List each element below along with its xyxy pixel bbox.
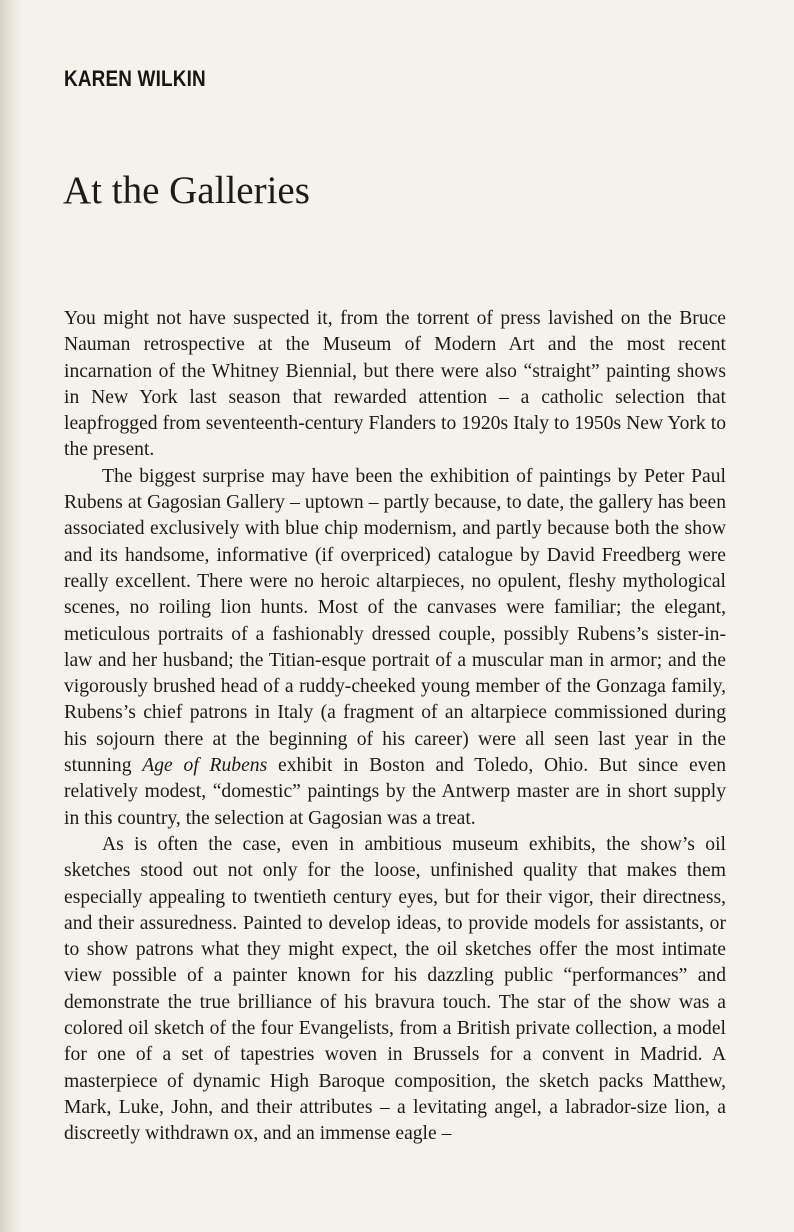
article-title: At the Galleries xyxy=(63,169,310,212)
article-body xyxy=(64,306,726,1148)
paragraph: As is often the case, even in ambitious museum exhibits, the show’s oil sketches stood out not only for the loose, unfinished quality that makes them especially appealing to twentieth century eyes, but for their vigor, their directness, and their assuredness. Painted to develop ideas, to provide models for assistants, or to show patrons what they might expect, the oil sketches offer the most intimate view possible of a painter known for his dazzling public “performances” and demonstrate the true brilliance of his bravura touch. The star of the show was a colored oil sketch of the four Evangelists, from a British private collection, a model for one of a set of tapestries woven in Brussels for a convent in Madrid. A masterpiece of dynamic High Baroque composition, the sketch packs Matthew, Mark, Luke, John, and their attributes – a levitating angel, a labrador-size lion, a discreetly withdrawn ox, and an immense eagle – xyxy=(64,833,726,1145)
paragraph: You might not have suspected it, from the torrent of press lavished on the Bruce Nauman retrospective at the Museum of Modern Art and the most recent incarnation of the Whitney Biennial, but there were also “straight” painting shows in New York last season that rewarded attention – a catholic selection that leapfrogged from seventeenth-century Flanders to 1920s Italy to 1950s New York to the present. xyxy=(64,308,726,461)
author-name: KAREN WILKIN xyxy=(64,66,206,91)
exhibition-title: Age of Rubens xyxy=(142,755,268,777)
paragraph-text: The biggest surprise may have been the exhibition of paintings by Peter Paul Rubens at Gagosian Gallery – uptown – partly because, to date, the gallery has been associated exclusively with blue chip modernism, and partly because both the show and its handsome, informative (if overpriced) catalogue by David Freedberg were really excellent. There were no heroic altarpieces, no opulent, fleshy mythological scenes, no roiling lion hunts. Most of the canvases were familiar; the elegant, meticulous portraits of a fashionably dressed couple, possibly Rubens’s sister-in-law and her husband; the Titian-esque portrait of a muscular man in armor; and the vigorously brushed head of a ruddy-cheeked young member of the Gonzaga family, Rubens’s chief patrons in Italy (a fragment of an altarpiece commissioned during his sojourn there at the beginning of his career) were all seen last year in the stunning xyxy=(64,465,726,777)
paragraph-text: exhibit in Boston and Toledo, Ohio. But since even relatively modest, “domestic” paintings by the Antwerp master are in short supply in this country, the selection at Gagosian was a treat. xyxy=(64,755,726,829)
paragraph xyxy=(64,464,726,832)
page-binding-shadow xyxy=(0,0,22,1232)
